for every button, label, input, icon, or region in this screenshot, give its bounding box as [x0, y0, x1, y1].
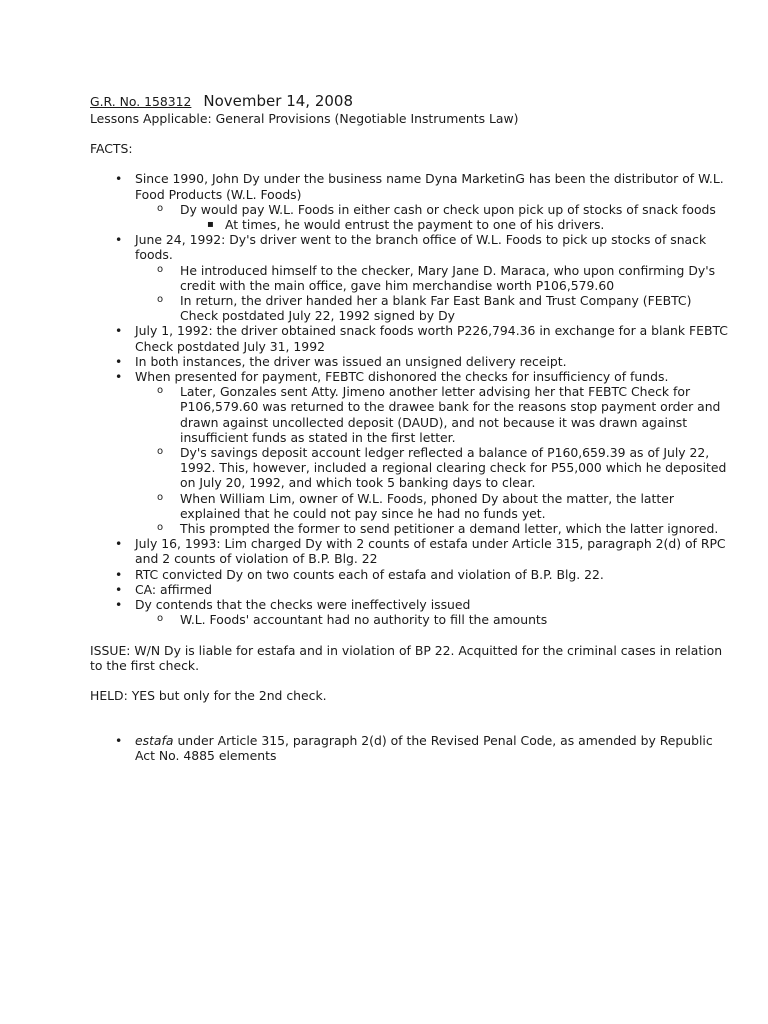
issue-paragraph: ISSUE: W/N Dy is liable for estafa and in violation of BP 22. Acquitted for the criminal cases in relation to the first check. [90, 642, 723, 673]
list-item: ▪ At times, he would entrust the payment to one of his drivers. [180, 217, 728, 232]
case-header [90, 92, 728, 111]
list-item: o Later, Gonzales sent Atty. Jimeno another letter advising her that FEBTC Check for P106,579.60 was returned to the drawee bank for the reasons stop payment order and drawn against uncollected deposit (DAUD), and not because it was drawn against insufficient funds as stated in the first letter. [135, 384, 728, 445]
facts-heading: FACTS: [90, 141, 133, 157]
list-item: • CA: affirmed [90, 582, 728, 597]
list-item: o In return, the driver handed her a blank Far East Bank and Trust Company (FEBTC) Check postdated July 22, 1992 signed by Dy [135, 293, 728, 323]
estafa-term: estafa [135, 733, 174, 749]
list-item: • In both instances, the driver was issued an unsigned delivery receipt. [90, 354, 728, 369]
held-points-list [90, 733, 728, 763]
facts-list [90, 171, 728, 627]
case-number-link[interactable]: G.R. No. 158312 [90, 94, 192, 109]
list-item: • June 24, 1992: Dy's driver went to the branch office of W.L. Foods to pick up stocks of snack foods. o He introduced himself to the checker, Mary Jane D. Maraca, who upon confirming Dy's credit with the main office, gave him merchandise worth P106,579.60 o In return, the driver handed her a blank Far East Bank and Trust Company (FEBTC) Check postdated July 22, 1992 signed by Dy [90, 232, 728, 323]
list-item: o Dy would pay W.L. Foods in either cash or check upon pick up of stocks of snack foods ▪ At times, he would entrust the payment to one of his drivers. [135, 202, 728, 232]
list-item: • estafa under Article 315, paragraph 2(d) of the Revised Penal Code, as amended by Republic Act No. 4885 elements [90, 733, 728, 763]
held-paragraph: HELD: YES but only for the 2nd check. [90, 687, 327, 703]
list-item: • RTC convicted Dy on two counts each of estafa and violation of B.P. Blg. 22. [90, 567, 728, 582]
list-item: • July 1, 1992: the driver obtained snack foods worth P226,794.36 in exchange for a blank FEBTC Check postdated July 31, 1992 [90, 323, 728, 353]
list-item: o He introduced himself to the checker, Mary Jane D. Maraca, who upon confirming Dy's credit with the main office, gave him merchandise worth P106,579.60 [135, 263, 728, 293]
list-item: • When presented for payment, FEBTC dishonored the checks for insufficiency of funds. o Later, Gonzales sent Atty. Jimeno another letter advising her that FEBTC Check for P106,579.60 was returned to the drawee bank for the reasons stop payment order and drawn against uncollected deposit (DAUD), and not because it was drawn against insufficient funds as stated in the first letter. o Dy's savings deposit account ledger reflected a balance of P160,659.39 as of July 22, 1992. This, however, included a regional clearing check for P55,000 which he deposited on July 20, 1992, and which took 5 banking days to clear. o When William Lim, owner of W.L. Foods, phoned Dy about the matter, the latter explained that he could not pay since he had no funds yet. o This prompted the former to send petitioner a demand letter, which the latter ignored. [90, 369, 728, 536]
list-item: o Dy's savings deposit account ledger reflected a balance of P160,659.39 as of July 22, 1992. This, however, included a regional clearing check for P55,000 which he deposited on July 20, 1992, and which took 5 banking days to clear. [135, 445, 728, 491]
list-item: • Since 1990, John Dy under the business name Dyna MarketinG has been the distributor of W.L. Food Products (W.L. Foods) o Dy would pay W.L. Foods in either cash or check upon pick up of stocks of snack foods ▪ At times, he would entrust the payment to one of his drivers. [90, 171, 728, 232]
lessons-applicable: Lessons Applicable: General Provisions (Negotiable Instruments Law) [90, 111, 519, 126]
case-date: November 14, 2008 [203, 92, 354, 110]
list-item: • July 16, 1993: Lim charged Dy with 2 counts of estafa under Article 315, paragraph 2(d) of RPC and 2 counts of violation of B.P. Blg. 22 [90, 536, 728, 566]
list-item: • Dy contends that the checks were ineffectively issued o W.L. Foods' accountant had no authority to fill the amounts [90, 597, 728, 627]
list-item: o When William Lim, owner of W.L. Foods, phoned Dy about the matter, the latter explained that he could not pay since he had no funds yet. [135, 491, 728, 521]
list-item: o This prompted the former to send petitioner a demand letter, which the latter ignored. [135, 521, 728, 536]
list-item: o W.L. Foods' accountant had no authority to fill the amounts [135, 612, 728, 627]
